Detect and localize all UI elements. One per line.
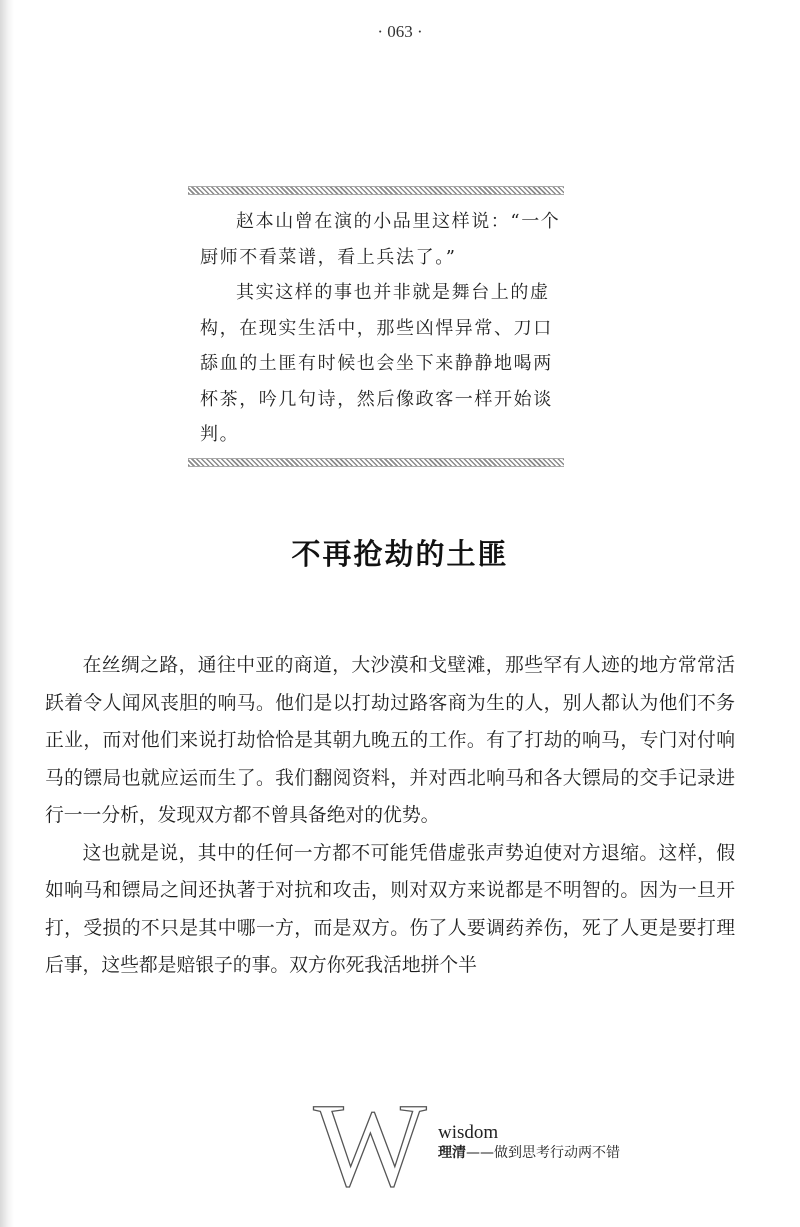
footer-tagline [438,1142,620,1162]
footer-tagline-lead: 理清 [438,1145,466,1161]
page-number: · 063 · [377,22,423,41]
logo-letter: W [313,1085,427,1195]
wisdom-logo-icon [310,1085,430,1195]
footer-word: wisdom [438,1122,499,1143]
body-text [45,647,735,985]
quote-paragraph-2: 其实这样的事也并非就是舞台上的虚构，在现实生活中，那些凶悍异常、刀口舔血的土匪有时候也会坐下来静静地喝两杯茶，吟几句诗，然后像政客一样开始谈判。 [200,282,553,445]
quote-border-top [188,186,564,195]
body-paragraph-1: 在丝绸之路，通往中亚的商道，大沙漠和戈壁滩，那些罕有人迹的地方常常活跃着令人闻风丧胆的响马。他们是以打劫过路客商为生的人，别人都认为他们不务正业，而对他们来说打劫恰恰是其朝九晚五的工作。有了打劫的响马，专门对付响马的镖局也就应运而生了。我们翻阅资料，并对西北响马和各大镖局的交手记录进行一一分析，发现双方都不曾具备绝对的优势。 [45,655,735,826]
page-edge-shadow [0,0,14,1227]
quote-paragraph-1: 赵本山曾在演的小品里这样说：“一个厨师不看菜谱，看上兵法了。” [200,211,561,268]
quote-box [200,204,565,453]
footer-tagline-rest: ——做到思考行动两不错 [466,1145,620,1161]
quote-border-bottom [188,458,564,467]
section-title: 不再抢劫的土匪 [291,537,509,571]
body-paragraph-2: 这也就是说，其中的任何一方都不可能凭借虚张声势迫使对方退缩。这样，假如响马和镖局之间还执著于对抗和攻击，则对双方来说都是不明智的。因为一旦开打，受损的不只是其中哪一方，而是双方。伤了人要调药养伤，死了人更是要打理后事，这些都是赔银子的事。双方你死我活地拼个半 [45,842,735,976]
